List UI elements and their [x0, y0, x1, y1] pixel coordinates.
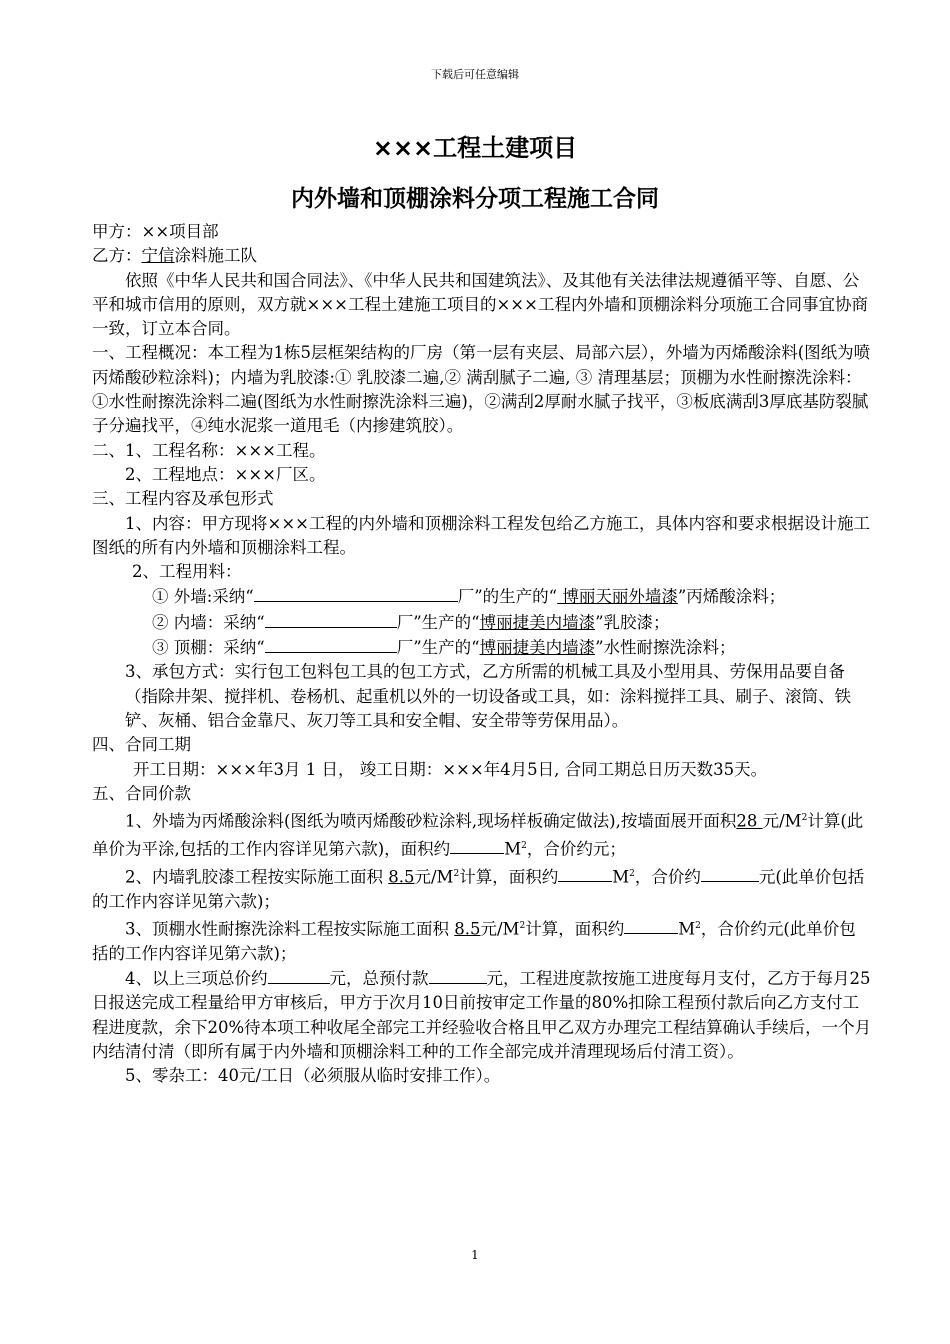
price-item-odd-jobs: 5、零杂工：40元/工日（必须服从临时安排工作）。 — [125, 1066, 501, 1086]
price-ceiling-text-b: 元/M — [480, 919, 520, 939]
price-interior-text-f: 元(此单价包括的工作内容详见第六款)； — [92, 867, 865, 911]
material-interior-tail: ”乳胶漆； — [595, 612, 670, 632]
price-total-text-a: 4、以上三项总价约 — [125, 968, 268, 988]
total-price-blank — [268, 966, 330, 984]
area-blank-exterior — [450, 836, 504, 854]
price-ceiling-unit: 8.5 — [454, 919, 481, 939]
price-ceiling-text-d: M — [678, 919, 696, 939]
price-item-ceiling — [92, 914, 872, 966]
price-exterior-text-e: ，合价约元； — [526, 839, 626, 859]
price-item-exterior — [92, 806, 872, 862]
superscript-2: 2 — [629, 868, 635, 879]
price-ceiling-text-c: 计算，面积约 — [525, 919, 625, 939]
document-subtitle: 内外墙和顶棚涂料分项工程施工合同 — [291, 186, 659, 212]
material-exterior-wall — [92, 584, 872, 609]
price-exterior-text-c: 计算(此单价为平涂,包括的工作内容详见第六款)，面积约 — [92, 811, 864, 859]
material-ceiling-label: ③ 顶棚：采纳“ — [152, 638, 265, 658]
superscript-2: 2 — [519, 920, 526, 931]
party-b-suffix: 涂料施工队 — [174, 246, 257, 266]
preamble: 依照《中华人民共和国合同法》、《中华人民共和国建筑法》、及其他有关法律法规遵循平等、自愿、公平和城市信用的原则，双方就×××工程土建施工项目的×××工程内外墙和顶棚涂料分项施工合同事宜协商一致，订立本合同。 — [92, 270, 868, 339]
price-interior-text-e: ，合价约 — [634, 867, 701, 887]
party-b-name: 宁信 — [141, 246, 175, 266]
total-blank-interior — [701, 864, 759, 882]
area-blank-ceiling — [624, 916, 678, 934]
material-exterior-label: ① 外墙:采纳“ — [152, 587, 254, 607]
page-number: 1 — [471, 1248, 479, 1262]
material-ceiling-mid: 厂”生产的“ — [396, 638, 480, 658]
price-ceiling-text-e: ，合价约元(此单价包括的工作内容详见第六款)； — [92, 919, 856, 963]
area-blank-interior — [558, 864, 612, 882]
price-item-interior — [92, 862, 872, 914]
party-a: 甲方：××项目部 — [92, 222, 219, 241]
section-4-heading: 四、合同工期 — [92, 735, 191, 755]
manufacturer-blank-interior — [265, 610, 397, 628]
price-ceiling-text-a: 3、顶棚水性耐擦洗涂料工程按实际施工面积 — [125, 919, 455, 939]
material-interior-brand: 博丽捷美内墙漆 — [479, 612, 596, 632]
superscript-2: 2 — [453, 868, 460, 879]
price-interior-text-d: M — [612, 867, 630, 887]
price-interior-unit: 8.5 — [388, 867, 415, 887]
material-interior-mid: 厂”生产的“ — [396, 612, 480, 632]
material-ceiling — [92, 635, 872, 660]
price-interior-text-c: 计算，面积约 — [459, 867, 559, 887]
document-title: ×××工程土建项目 — [372, 134, 578, 162]
section-2-project-name: 二、1、工程名称：×××工程。 — [92, 440, 326, 460]
price-exterior-unit: 28 — [736, 811, 763, 831]
price-interior-text-b: 元/M — [414, 867, 454, 887]
price-total-text-c: 元，工程进度款按施工进度每月支付，乙方于每月25日报送完成工程量给甲方审核后，甲方于次月10日前按审定工作量的80%扣除工程预付款后向乙方支付工程进度款，余下20%待本项工种收尾全部完工并经验收合格且甲乙双方办理完工程结算确认手续后，一个月内结清付清（即所有属于内外墙和顶棚涂料工种的工作全部完成并清理现场后付清工资）。 — [92, 968, 872, 1061]
superscript-2: 2 — [801, 813, 808, 824]
section-3-materials-heading: 2、工程用料： — [132, 562, 242, 582]
superscript-2: 2 — [521, 840, 527, 851]
price-exterior-text-b: 元/M — [762, 811, 802, 831]
material-ceiling-tail: ”水性耐擦洗涂料； — [595, 638, 736, 658]
header-note: 下载后可任意编辑 — [431, 68, 519, 81]
material-interior-label: ② 内墙：采纳“ — [152, 612, 265, 632]
material-exterior-brand: 博丽天丽外墙漆 — [557, 587, 678, 607]
section-4-schedule: 开工日期：×××年3月 1 日， 竣工日期：×××年4月5日, 合同工期总日历天数35天。 — [133, 759, 768, 779]
superscript-2: 2 — [695, 920, 701, 931]
section-3-content: 1、内容：甲方现将×××工程的内外墙和顶棚涂料工程发包给乙方施工，具体内容和要求根据设计施工图纸的所有内外墙和顶棚涂料工程。 — [92, 513, 870, 557]
section-3-heading: 三、工程内容及承包形式 — [92, 489, 274, 509]
material-ceiling-brand: 博丽捷美内墙漆 — [479, 638, 596, 658]
price-item-total — [92, 966, 872, 1064]
price-exterior-text-d: M — [504, 839, 522, 859]
material-interior-wall — [92, 610, 872, 635]
manufacturer-blank-exterior — [254, 584, 458, 602]
section-1-overview: 一、工程概况：本工程为1栋5层框架结构的厂房（第一层有夹层、局部六层），外墙为丙烯酸涂料(图纸为喷丙烯酸砂粒涂料)；内墙为乳胶漆:① 乳胶漆二遍,② 满刮腻子二遍, ③ 清理基层；顶棚为水性耐擦洗涂料：①水性耐擦洗涂料二遍(图纸为水性耐擦洗涂料三遍)，②满刮2厚耐水腻子找平，③板底满刮3厚底基防裂腻子分遍找平，④纯水泥浆一道甩毛（内掺建筑胶）。 — [92, 343, 871, 436]
material-exterior-tail: ”丙烯酸涂料； — [677, 587, 786, 607]
section-2-project-location: 2、工程地点：×××厂区。 — [125, 464, 326, 484]
manufacturer-blank-ceiling — [265, 635, 397, 653]
price-exterior-text-a: 1、外墙为丙烯酸涂料(图纸为喷丙烯酸砂粒涂料,现场样板确定做法),按墙面展开面积 — [125, 811, 737, 831]
price-interior-text-a: 2、内墙乳胶漆工程按实际施工面积 — [125, 867, 389, 887]
party-b-prefix: 乙方： — [92, 246, 142, 266]
section-5-heading: 五、合同价款 — [92, 783, 191, 803]
section-3-contract-mode: 3、承包方式：实行包工包料包工具的包工方式，乙方所需的机械工具及小型用具、劳保用品要自备（指除井架、搅拌机、卷杨机、起重机以外的一切设备或工具，如：涂料搅拌工具、刷子、滚筒、铁铲、灰桶、铝合金靠尺、灰刀等工具和安全帽、安全带等劳保用品）。 — [125, 662, 851, 730]
material-exterior-mid: 厂”的生产的“ — [457, 587, 558, 607]
price-total-text-b: 元，总预付款 — [329, 968, 429, 988]
contract-body — [92, 220, 872, 1088]
prepayment-blank — [429, 966, 487, 984]
party-b — [92, 244, 872, 268]
